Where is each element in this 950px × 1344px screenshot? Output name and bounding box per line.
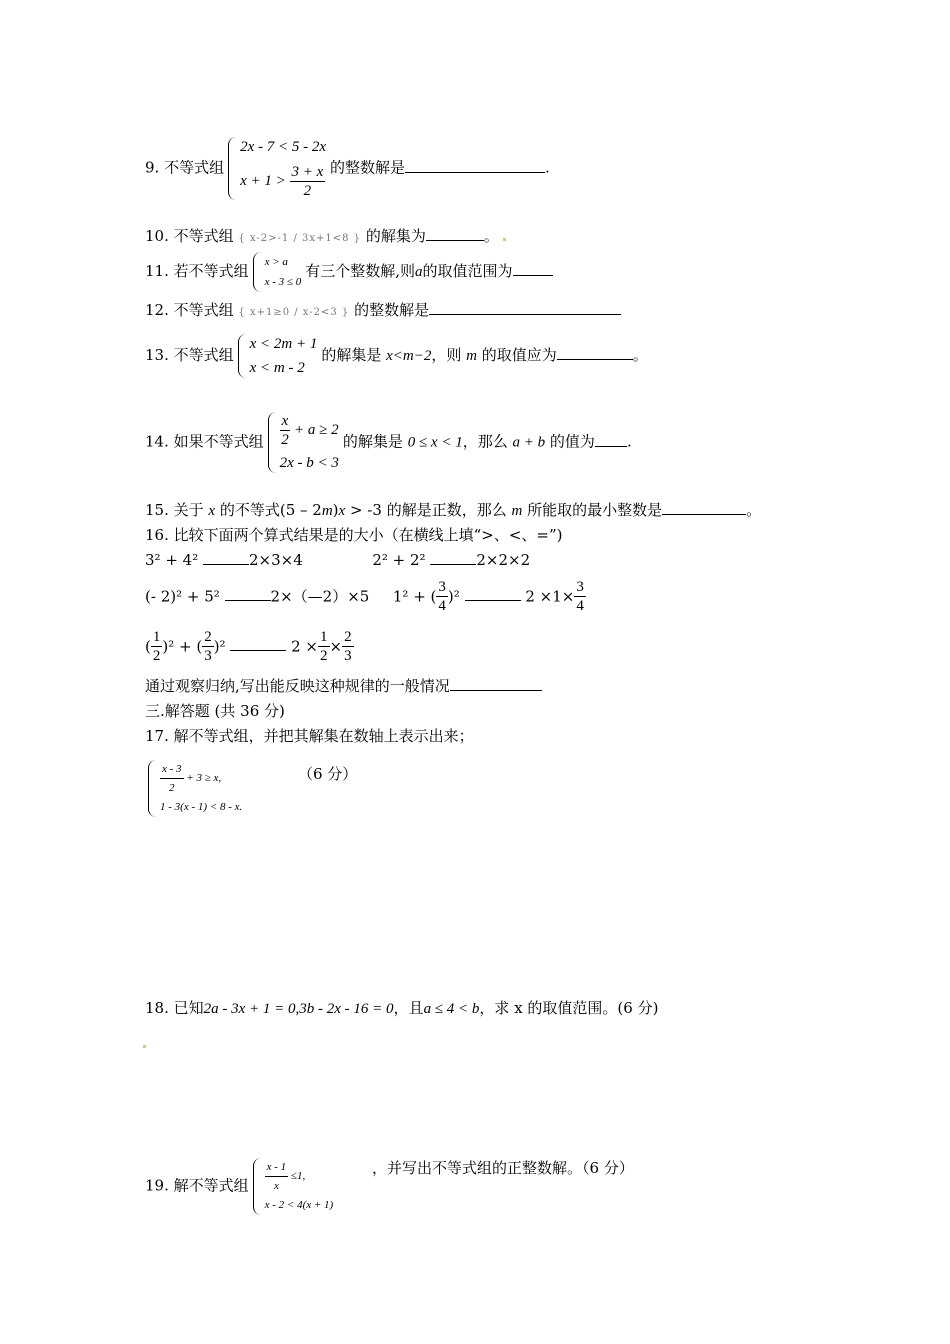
q14-blank [595,432,627,447]
q10-blank [426,226,484,241]
question-11: 11. 若不等式组 x > a x - 3 ≤ 0 有三个整数解,则a的取值范围为 [145,252,553,292]
question-17: 17. 解不等式组，并把其解集在数轴上表示出来； [145,727,474,745]
question-16-summary: 通过观察归纳,写出能反映这种规律的一般情况 [145,676,542,696]
q10-tail: 的解集为 [365,227,426,245]
q13-number: 13. 不等式组 [145,346,234,364]
q19-system: $\frac{x - 1}{x}$ ≤1, x - 2 < 4(x + 1) [253,1158,334,1215]
q9-tail: 的整数解是 [330,158,406,177]
q12-tail: 的整数解是 [354,301,430,319]
q11-system: x > a x - 3 ≤ 0 [253,252,302,292]
q14-number: 14. 如果不等式组 [145,432,264,451]
q11-blank [513,261,553,276]
q12-blank [429,300,621,315]
stray-dot [503,238,506,241]
q12-number: 12. 不等式组 [145,301,234,319]
question-16-row3: ( $\frac{1}{2}$ )² + ( $\frac{2}{3}$ )² 2 × $\frac{1}{2}$ × $\frac{2}{3}$ [145,629,352,664]
question-12 [145,300,621,323]
question-9: 9. 不等式组 2x - 7 < 5 - 2x x + 1 > $\frac{3 + x}{2}$ 的整数解是 . [145,139,550,199]
q13-blank [557,345,633,360]
q12-system-image: { x+1≥0 / x-2<3 } [238,307,350,318]
q10-number: 10. 不等式组 [145,227,234,245]
q9-row1: 2x - 7 < 5 - 2x [240,139,327,155]
q9-blank [405,158,545,173]
q10-system-image: { x-2>-1 / 3x+1<8 } [238,233,362,244]
section-3-title: 三.解答题 (共 36 分) [145,702,285,720]
question-10: 10. 不等式组 { x-2>-1 / 3x+1<8 } 的解集为 。 [145,227,499,245]
q13-system: x < 2m + 1 x < m - 2 [238,334,318,378]
question-15: 15. 关于 x 的不等式(5 – 2m)x > -3 的解是正数，那么 m 所能取的最小整数是 。 [145,501,762,519]
q14-system: $\frac{x}{2}$ + a ≥ 2 2x - b < 3 [268,412,339,473]
q9-row2: x + 1 > [240,172,286,189]
question-16-title: 16. 比较下面两个算式结果是的大小（在横线上填“>、<、=”) [145,526,563,544]
question-16-row2: (- 2)² + 5² 2×（—2）×5 1² + ( $\frac{3}{4}$ )² 2 ×1× $\frac{3}{4}$ [145,579,584,614]
question-13: 13. 不等式组 x < 2m + 1 x < m - 2 的解集是 x<m−2，则 m 的取值应为 。 [145,336,648,376]
question-19: 19. 解不等式组 $\frac{x - 1}{x}$ ≤1, x - 2 < 4(x + 1) ，并写出不等式组的正整数解。（6 分） [145,1158,634,1215]
q9-fraction: $\frac{3 + x}{2}$ [291,164,324,199]
q9-system [228,137,326,200]
q11-number: 11. 若不等式组 [145,262,249,280]
question-18: 18. 已知2a - 3x + 1 = 0,3b - 2x - 16 = 0，且a ≤ 4 < b，求 x 的取值范围。(6 分) [145,999,659,1017]
q15-blank [662,500,746,515]
question-14: 14. 如果不等式组 $\frac{x}{2}$ + a ≥ 2 2x - b < 3 的解集是 0 ≤ x < 1，那么 a + b 的值为 . [145,413,632,471]
stray-dot [143,1045,146,1048]
question-16-row1: 3² + 4² 2×3×4 2² + 2² 2×2×2 [145,551,531,569]
q9-number: 9. 不等式组 [145,158,225,177]
q17-system: $\frac{x - 3}{2}$ + 3 ≥ x, 1 - 3(x - 1) < 8 - x. （6 分） [148,760,246,817]
